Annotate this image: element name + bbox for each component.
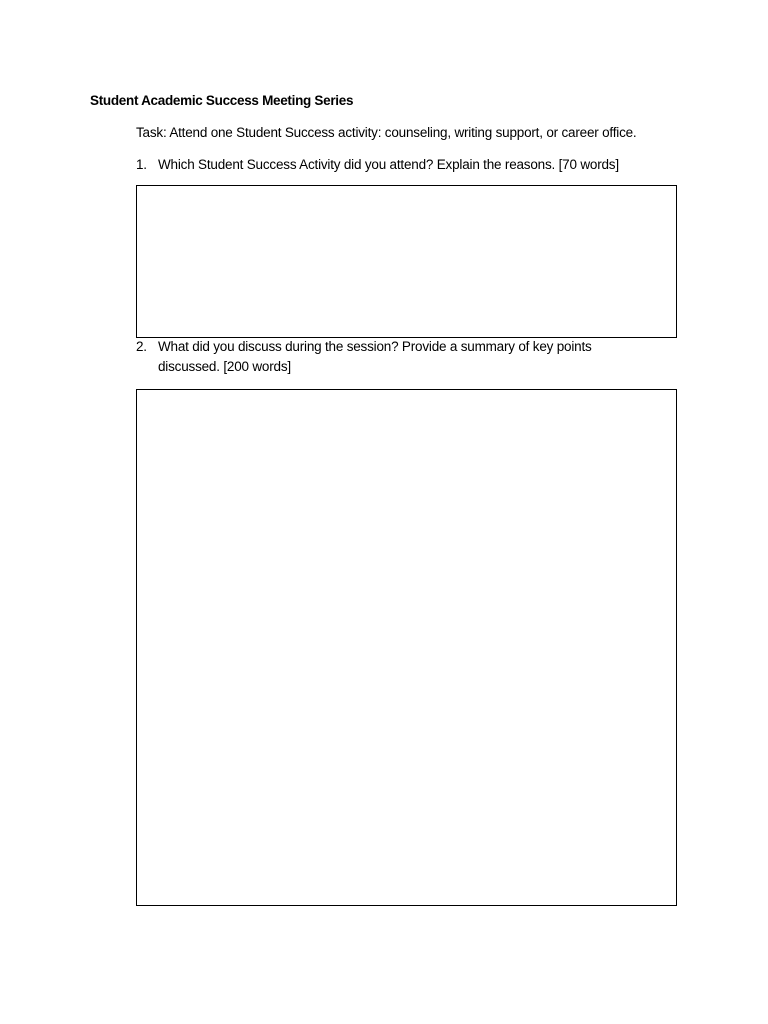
question-1 [136, 155, 636, 175]
task-instructions: Task: Attend one Student Success activity: counseling, writing support, or career office. [136, 125, 637, 140]
question-number: 2. [136, 339, 147, 354]
question-text: What did you discuss during the session? Provide a summary of key points discussed. [200 words] [158, 339, 592, 374]
answer-box-2[interactable] [136, 389, 677, 906]
question-number: 1. [136, 157, 147, 172]
question-text: Which Student Success Activity did you attend? Explain the reasons. [70 words] [158, 157, 619, 172]
document-title: Student Academic Success Meeting Series [90, 93, 354, 108]
answer-box-1[interactable] [136, 185, 677, 338]
question-2 [136, 337, 636, 377]
